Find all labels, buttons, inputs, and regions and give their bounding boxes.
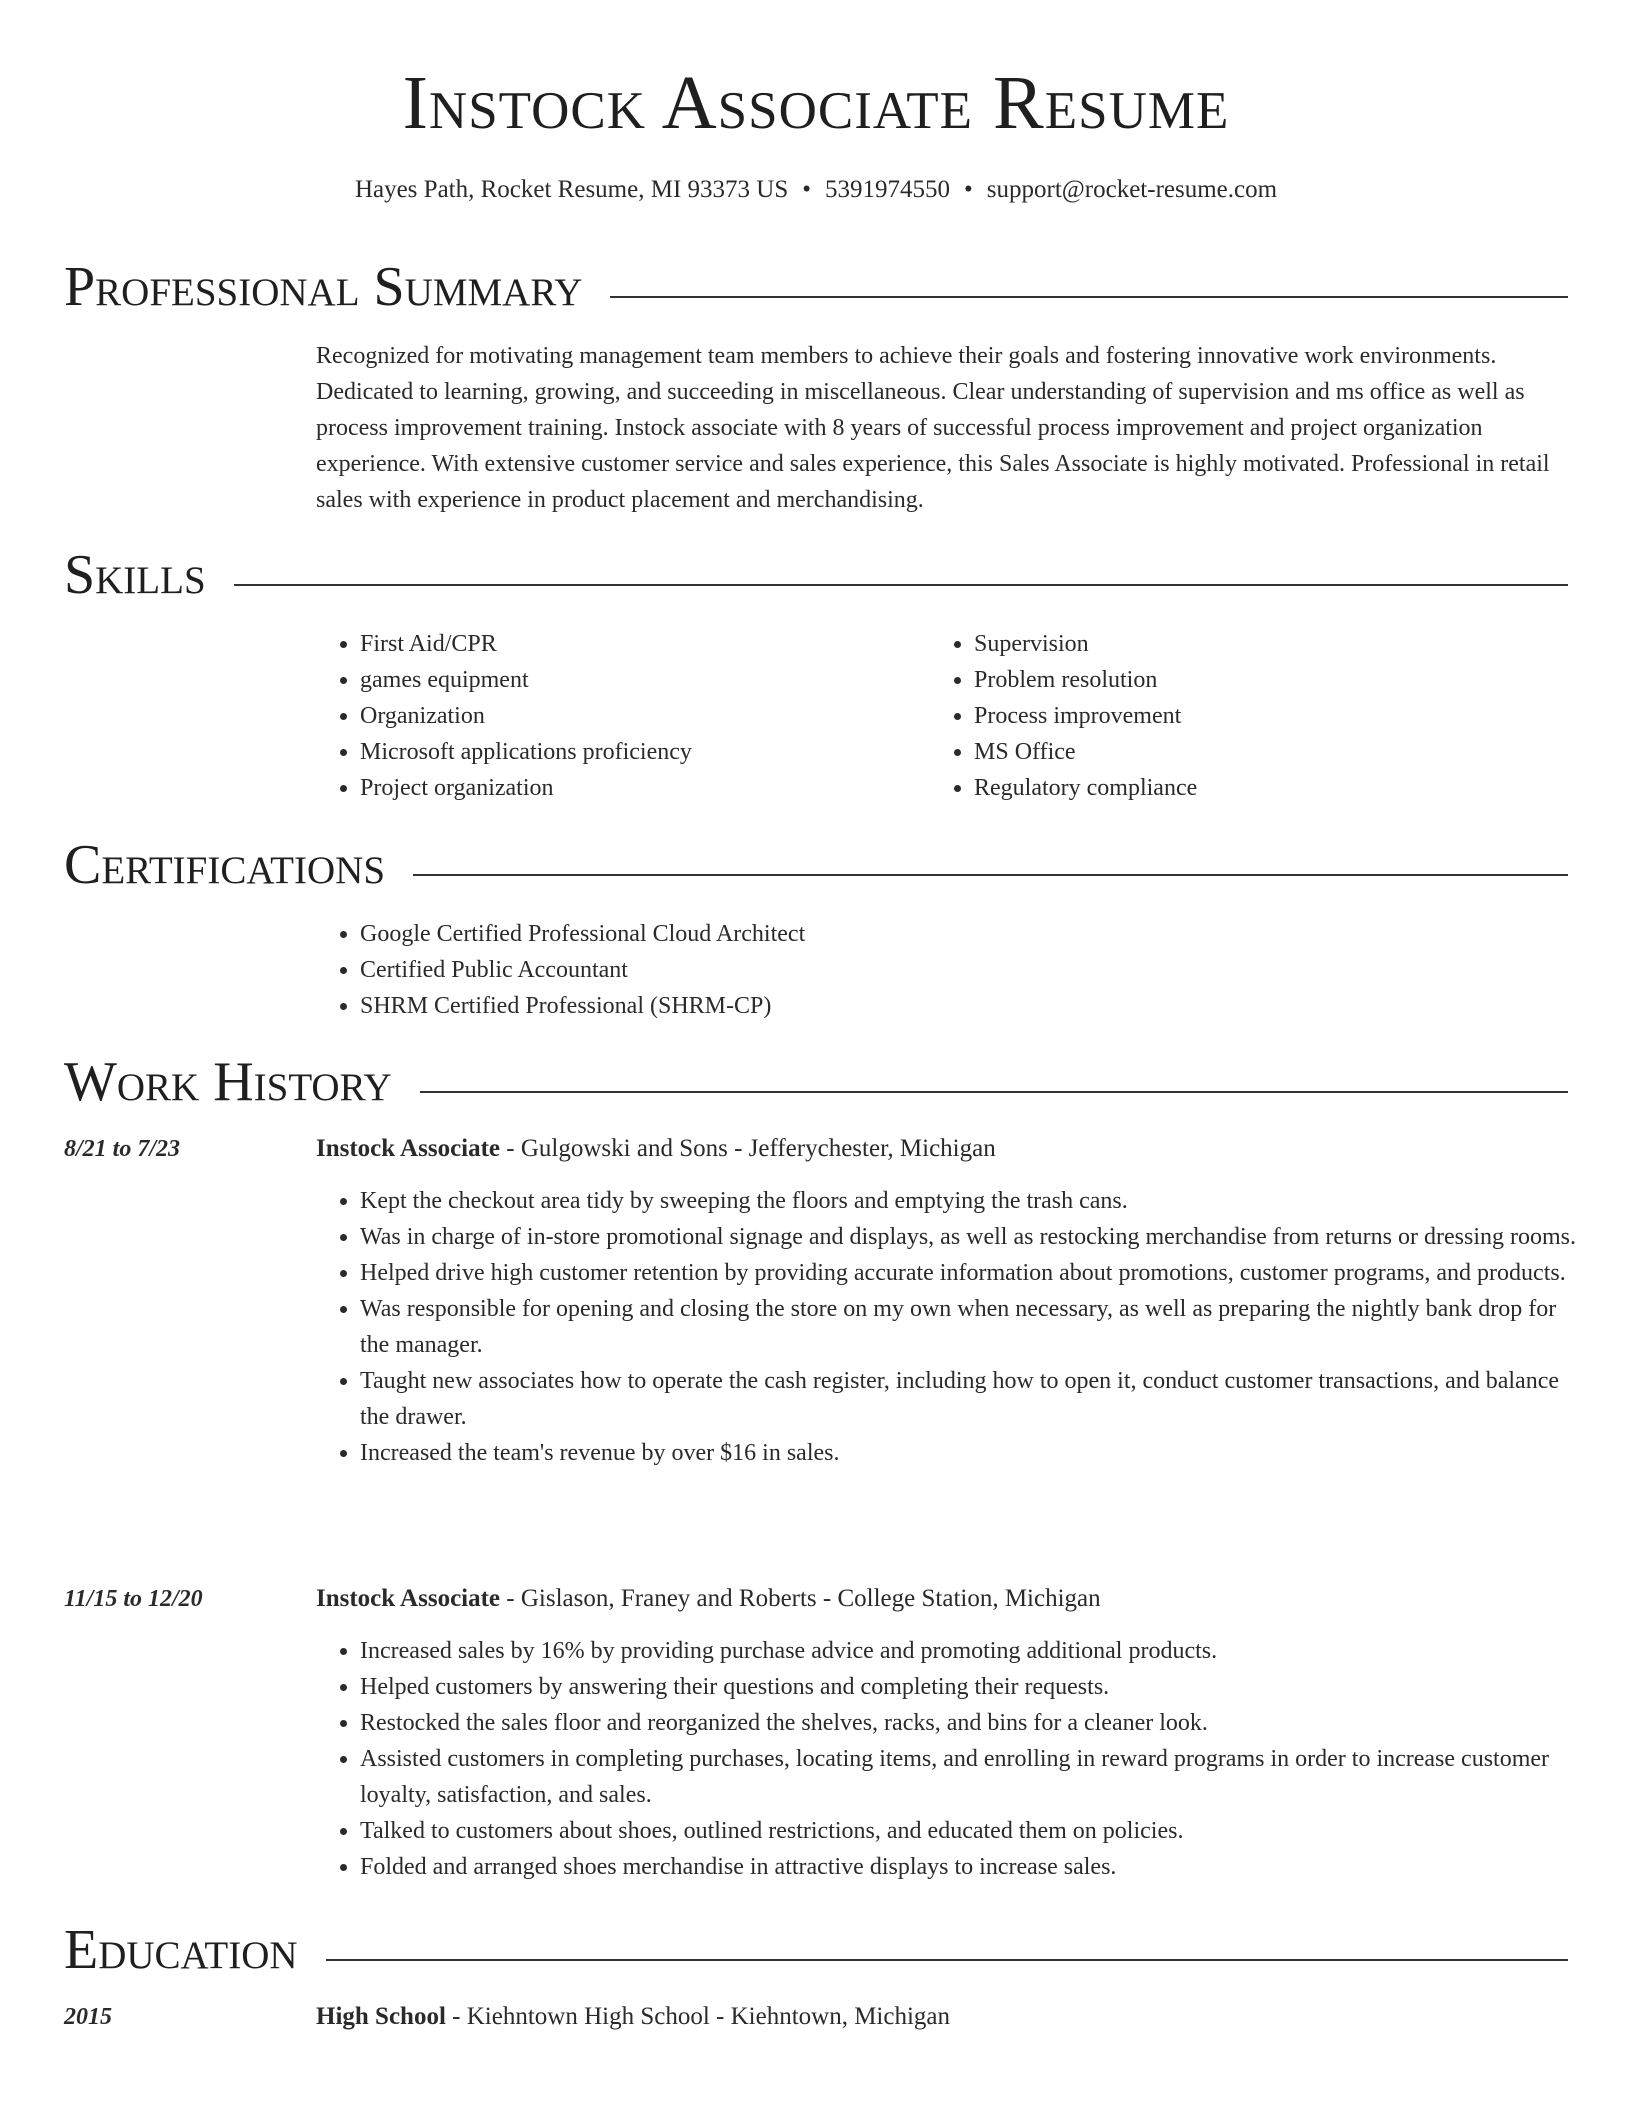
skill-item: • Regulatory compliance	[974, 770, 1490, 806]
job-heading	[316, 1581, 1576, 1617]
contact-line	[0, 173, 1632, 207]
section-title-skills: Skills	[64, 542, 234, 608]
section-title-education: Education	[64, 1917, 326, 1983]
job-bullet: • Was responsible for opening and closing the store on my own when necessary, as well as preparing the nightly bank drop for the manager.	[360, 1291, 1576, 1363]
skill-item: • MS Office	[974, 734, 1490, 770]
job-title: Instock Associate	[316, 1135, 501, 1162]
job-details: - Gislason, Franey and Roberts - College Station, Michigan	[500, 1585, 1101, 1612]
job-bullets	[316, 1633, 1576, 1885]
job-bullet: • Helped drive high customer retention by providing accurate information about promotions, customer programs, and products.	[360, 1255, 1576, 1291]
job-title: Instock Associate	[316, 1585, 501, 1612]
contact-separator: •	[964, 176, 973, 203]
skill-item: • Problem resolution	[974, 662, 1490, 698]
education-year: 2015	[64, 2004, 112, 2030]
education-details: - Kiehntown High School - Kiehntown, Michigan	[445, 2003, 951, 2030]
job-dates: 11/15 to 12/20	[64, 1586, 203, 1612]
job-heading	[316, 1131, 1576, 1167]
certification-item: • SHRM Certified Professional (SHRM-CP)	[360, 988, 1576, 1024]
job-details: - Gulgowski and Sons - Jefferychester, Michigan	[500, 1135, 996, 1162]
section-header-summary	[64, 250, 1568, 320]
certification-item: • Google Certified Professional Cloud Architect	[360, 916, 1576, 952]
section-title-certifications: Certifications	[64, 832, 413, 898]
job-bullet: • Restocked the sales floor and reorganized the shelves, racks, and bins for a cleaner look.	[360, 1705, 1576, 1741]
contact-separator: •	[802, 176, 811, 203]
job-bullet: • Taught new associates how to operate the cash register, including how to open it, conduct customer transactions, and balance the drawer.	[360, 1363, 1576, 1435]
job-bullet: • Helped customers by answering their questions and completing their requests.	[360, 1669, 1576, 1705]
skill-item: • First Aid/CPR	[360, 626, 876, 662]
education-degree: High School	[316, 2003, 446, 2030]
job-bullet: • Folded and arranged shoes merchandise in attractive displays to increase sales.	[360, 1849, 1576, 1885]
education-heading	[316, 1999, 1576, 2035]
job-bullets	[316, 1183, 1576, 1471]
contact-address: Hayes Path, Rocket Resume, MI 93373 US	[354, 176, 789, 203]
section-divider	[64, 584, 1568, 586]
summary-text: Recognized for motivating management team members to achieve their goals and fostering innovative work environments. Dedicated to learning, growing, and succeeding in miscellaneous. Clear understanding of supervision and ms office as well as process improvement training. Instock associate with 8 years of successful process improvement and project organization experience. With extensive customer service and sales experience, this Sales Associate is highly motivated. Professional in retail sales with experience in product placement and merchandising.	[316, 343, 1550, 513]
job-bullet: • Talked to customers about shoes, outlined restrictions, and educated them on policies.	[360, 1813, 1576, 1849]
skill-item: • Supervision	[974, 626, 1490, 662]
skill-item: • Microsoft applications proficiency	[360, 734, 876, 770]
section-header-education	[64, 1913, 1568, 1983]
job-bullet: • Kept the checkout area tidy by sweeping the floors and emptying the trash cans.	[360, 1183, 1576, 1219]
skill-item: • Process improvement	[974, 698, 1490, 734]
contact-email: support@rocket-resume.com	[986, 176, 1278, 203]
job-bullet: • Increased sales by 16% by providing purchase advice and promoting additional products.	[360, 1633, 1576, 1669]
section-header-skills	[64, 538, 1568, 608]
section-header-certifications	[64, 828, 1568, 898]
contact-phone: 5391974550	[825, 176, 950, 203]
skills-column-left	[316, 626, 876, 806]
certification-item: • Certified Public Accountant	[360, 952, 1576, 988]
job-bullet: • Assisted customers in completing purchases, locating items, and enrolling in reward programs in order to increase customer loyalty, satisfaction, and sales.	[360, 1741, 1576, 1813]
skill-item: • games equipment	[360, 662, 876, 698]
skill-item: • Project organization	[360, 770, 876, 806]
section-title-summary: Professional Summary	[64, 254, 610, 320]
job-bullet: • Increased the team's revenue by over $16 in sales.	[360, 1435, 1576, 1471]
job-bullet: • Was in charge of in-store promotional signage and displays, as well as restocking merchandise from returns or dressing rooms.	[360, 1219, 1576, 1255]
certifications-list	[316, 916, 1576, 1024]
skill-item: • Organization	[360, 698, 876, 734]
section-title-work-history: Work History	[64, 1049, 420, 1115]
job-dates: 8/21 to 7/23	[64, 1136, 181, 1162]
section-header-work-history	[64, 1045, 1568, 1115]
skills-column-right	[930, 626, 1490, 806]
resume-title: Instock Associate Resume	[402, 61, 1230, 145]
